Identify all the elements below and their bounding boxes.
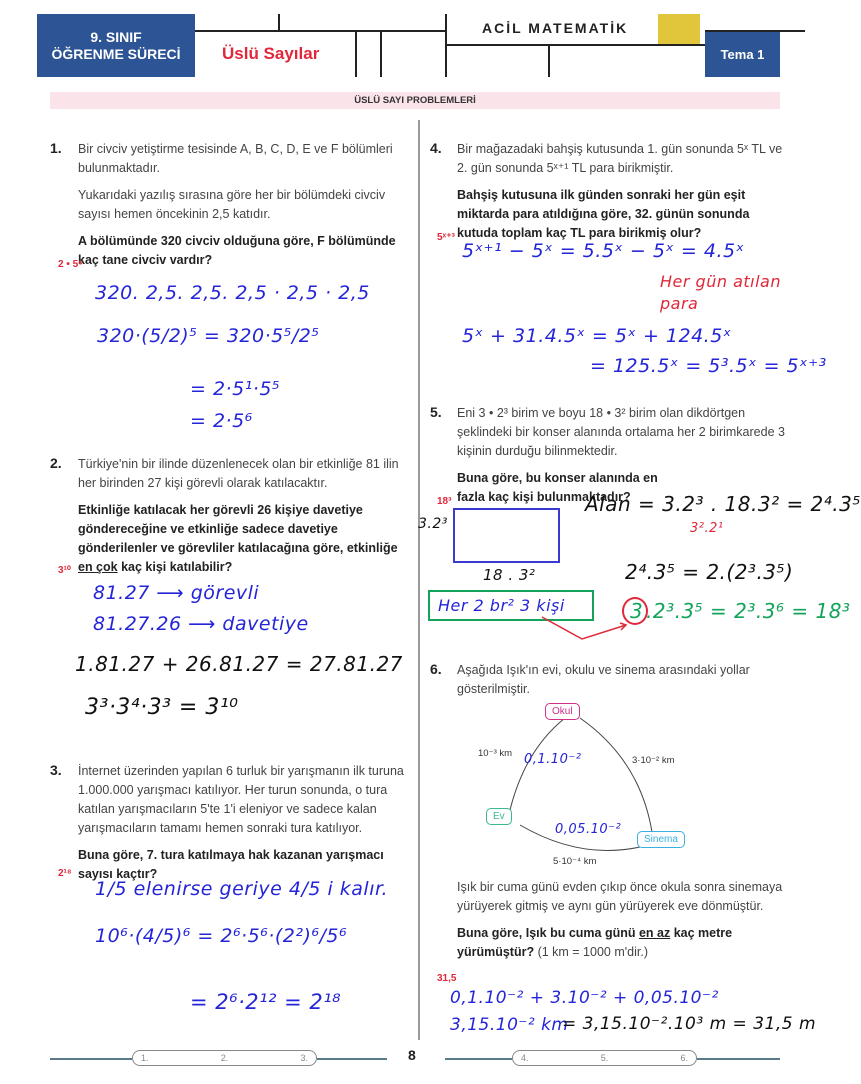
handwritten-work: = 2·5⁶: [190, 410, 253, 432]
handwritten-work: Alan = 3.2³ . 18.3² = 2⁴.3⁵: [585, 492, 861, 516]
footer-index: 2.: [220, 1053, 229, 1063]
question-2: [78, 455, 403, 585]
answer-mark: 18³: [437, 496, 452, 507]
footer-index: 1.: [141, 1053, 149, 1063]
question-text: Aşağıda Işık'ın evi, okulu ve sinema arasındaki yollar gösterilmiştir.: [457, 663, 750, 696]
footer-rule: [697, 1058, 780, 1060]
prompt-emphasis: en az: [638, 926, 671, 940]
question-prompt: Buna göre, bu konser alanında en fazla kaç kişi bulunmaktadır?: [457, 471, 658, 504]
handwritten-work: 5ˣ⁺¹ − 5ˣ = 5.5ˣ − 5ˣ = 4.5ˣ: [462, 240, 745, 262]
node-okul: Okul: [545, 703, 580, 720]
handwritten-note: 0,05.10⁻²: [555, 822, 622, 837]
question-text: Bir civciv yetiştirme tesisinde A, B, C, D, E ve F bölümleri bulunmaktadır.: [78, 142, 393, 175]
question-prompt: Bahşiş kutusuna ilk günden sonraki her gün eşit miktarda para atıldığına göre, 32. günün sonunda kutuda toplam kaç TL para birikmiş olur?: [457, 188, 750, 240]
arrow-icon: [540, 615, 630, 645]
handwritten-work: 81.27 ⟶ görevli: [93, 582, 260, 604]
prompt-part: kaç metre yürümüştür?: [457, 926, 733, 959]
question-4: [457, 140, 787, 251]
handwritten-work: 3: [630, 599, 644, 623]
grade-badge: [37, 14, 195, 77]
handwritten-note: Her gün atılan: [660, 272, 781, 291]
answer-mark: 31,5: [437, 973, 457, 984]
handwritten-note: 3².2¹: [690, 521, 724, 536]
handwritten-note: 0,1.10⁻²: [524, 752, 582, 767]
footer-index: 6.: [680, 1053, 688, 1063]
footer-index-left: [132, 1050, 317, 1066]
yellow-block: [658, 14, 700, 44]
header-rule: [548, 44, 550, 77]
handwritten-work: 0,1.10⁻² + 3.10⁻² + 0,05.10⁻²: [450, 988, 719, 1008]
rect-side-label: 3.2³: [418, 516, 448, 532]
question-1: [78, 140, 403, 278]
handwritten-work: 3,15.10⁻² km: [450, 1015, 569, 1035]
node-sinema: Sinema: [637, 831, 685, 848]
footer-rule: [445, 1058, 512, 1060]
question-prompt: Buna göre, 7. tura katılmaya hak kazanan yarışmacı sayısı kaçtır?: [78, 848, 384, 881]
handwritten-work: .2³.3⁵ = 2³.3⁶ = 18³: [646, 599, 851, 623]
answer-mark: 2 • 5⁶: [58, 259, 83, 270]
prompt-part: kaç kişi katılabilir?: [117, 560, 233, 574]
prompt-note: (1 km = 1000 m'dir.): [534, 945, 648, 959]
answer-mark: 3¹⁰: [58, 565, 71, 576]
handwritten-work: 10⁶·(4/5)⁶ = 2⁶·5⁶·(2²)⁶/5⁶: [95, 925, 348, 947]
theme-label: Tema 1: [720, 47, 765, 62]
topic-title: Üslü Sayılar: [222, 44, 320, 63]
handwritten-work: 1/5 elenirse geriye 4/5 i kalır.: [95, 878, 389, 900]
question-3: [78, 762, 408, 892]
handwritten-work: 2⁴.3⁵ = 2.(2³.3⁵): [625, 560, 794, 584]
question-number: 2.: [50, 455, 62, 471]
header-rule: [195, 30, 445, 32]
grade-line1: 9. SINIF: [90, 28, 142, 45]
question-number: 4.: [430, 140, 442, 156]
footer-rule: [317, 1058, 387, 1060]
question-number: 1.: [50, 140, 62, 156]
answer-mark: 2¹⁸: [58, 868, 72, 879]
question-text: Bir mağazadaki bahşiş kutusunda 1. gün sonunda 5ˣ TL ve 2. gün sonunda 5ˣ⁺¹ TL para birikmiştir.: [457, 142, 783, 175]
handwritten-work: = 3,15.10⁻².10³ m = 31,5 m: [562, 1014, 817, 1034]
question-prompt: [78, 501, 403, 577]
footer-index: 3.: [300, 1053, 308, 1063]
header-rule: [278, 14, 280, 30]
prompt-emphasis: en çok: [78, 560, 118, 574]
rectangle-figure: [453, 508, 560, 563]
prompt-part: Etkinliğe katılacak her görevli 26 kişiye davetiye göndereceğine ve etkinliğe sadece davetiye gönderilenler ve görevliler katılacağına göre, etkinliğe: [78, 503, 398, 555]
section-title: ÜSLÜ SAYI PROBLEMLERİ: [354, 95, 476, 106]
footer-index: 5.: [600, 1053, 609, 1063]
column-divider: [418, 120, 420, 1040]
question-text: Işık bir cuma günü evden çıkıp önce okula sonra sinemaya yürüyerek gitmiş ve aynı gün yürüyerek eve dönmüştür.: [457, 880, 783, 913]
handwritten-work: 1.81.27 + 26.81.27 = 27.81.27: [75, 652, 403, 676]
question-prompt: A bölümünde 320 civciv olduğuna göre, F bölümünde kaç tane civciv vardır?: [78, 234, 396, 267]
handwritten-note: Her 2 br² 3 kişi: [438, 596, 565, 615]
handwritten-work: 320·(5/2)⁵ = 320·5⁵/2⁵: [97, 325, 320, 347]
question-text: Türkiye'nin bir ilinde düzenlenecek olan bir etkinliğe 81 ilin her birinden 27 kişi görevli olarak katılacaktır.: [78, 457, 399, 490]
section-band: [50, 92, 780, 109]
handwritten-work: 320. 2,5. 2,5. 2,5 · 2,5 · 2,5: [95, 282, 370, 304]
header-rule: [355, 30, 357, 77]
page-number: 8: [408, 1047, 416, 1063]
footer-rule: [50, 1058, 132, 1060]
handwritten-work: = 2⁶·2¹² = 2¹⁸: [190, 990, 342, 1014]
footer-index: 4.: [521, 1053, 529, 1063]
handwritten-work: 81.27.26 ⟶ davetiye: [93, 613, 309, 635]
answer-mark: 5ˣ⁺³: [437, 232, 455, 243]
handwritten-work: = 125.5ˣ = 5³.5ˣ = 5ˣ⁺³: [590, 355, 827, 377]
question-6: [457, 878, 787, 970]
prompt-part: Buna göre, Işık bu cuma günü: [457, 926, 639, 940]
question-text: Eni 3 • 2³ birim ve boyu 18 • 3² birim olan dikdörtgen şeklindeki bir konser alanında ortalama her 2 birimkarede 3 kişinin durduğu bilinmektedir.: [457, 406, 785, 458]
theme-badge: [705, 32, 780, 77]
handwritten-work: = 2·5¹·5⁵: [190, 378, 281, 400]
question-text: İnternet üzerinden yapılan 6 turluk bir yarışmanın ilk turuna 1.000.000 yarışmacı katılıyor. Her turun sonunda, o tura katılan yarışmacıların 5'te 1'i eleniyor ve sadece kalan yarışmacıların tamamı hemen sonraki tura katılıyor.: [78, 764, 404, 835]
question-text: Yukarıdaki yazılış sırasına göre her bir bölümdeki civciv sayısı hemen öncekinin 2,5 katıdır.: [78, 188, 386, 221]
question-number: 5.: [430, 404, 442, 420]
footer-index-right: [512, 1050, 697, 1066]
question-prompt: [457, 924, 787, 962]
grade-line2: ÖĞRENME SÜRECİ: [51, 45, 181, 62]
header-rule: [380, 30, 382, 77]
question-number: 6.: [430, 661, 442, 677]
handwritten-work: 5ˣ + 31.4.5ˣ = 5ˣ + 124.5ˣ: [462, 325, 732, 347]
question-number: 3.: [50, 762, 62, 778]
handwritten-work: 3³·3⁴·3³ = 3¹⁰: [85, 695, 239, 720]
handwritten-note: para: [660, 294, 699, 313]
edge-label: 3·10⁻² km: [632, 755, 675, 766]
header-rule: [445, 44, 705, 46]
rect-bottom-label: 18 . 3²: [483, 566, 536, 584]
logo: ACİL MATEMATİK: [482, 20, 629, 36]
node-ev: Ev: [486, 808, 512, 825]
edge-label: 5·10⁻⁴ km: [553, 856, 597, 867]
edge-label: 10⁻³ km: [478, 748, 513, 759]
